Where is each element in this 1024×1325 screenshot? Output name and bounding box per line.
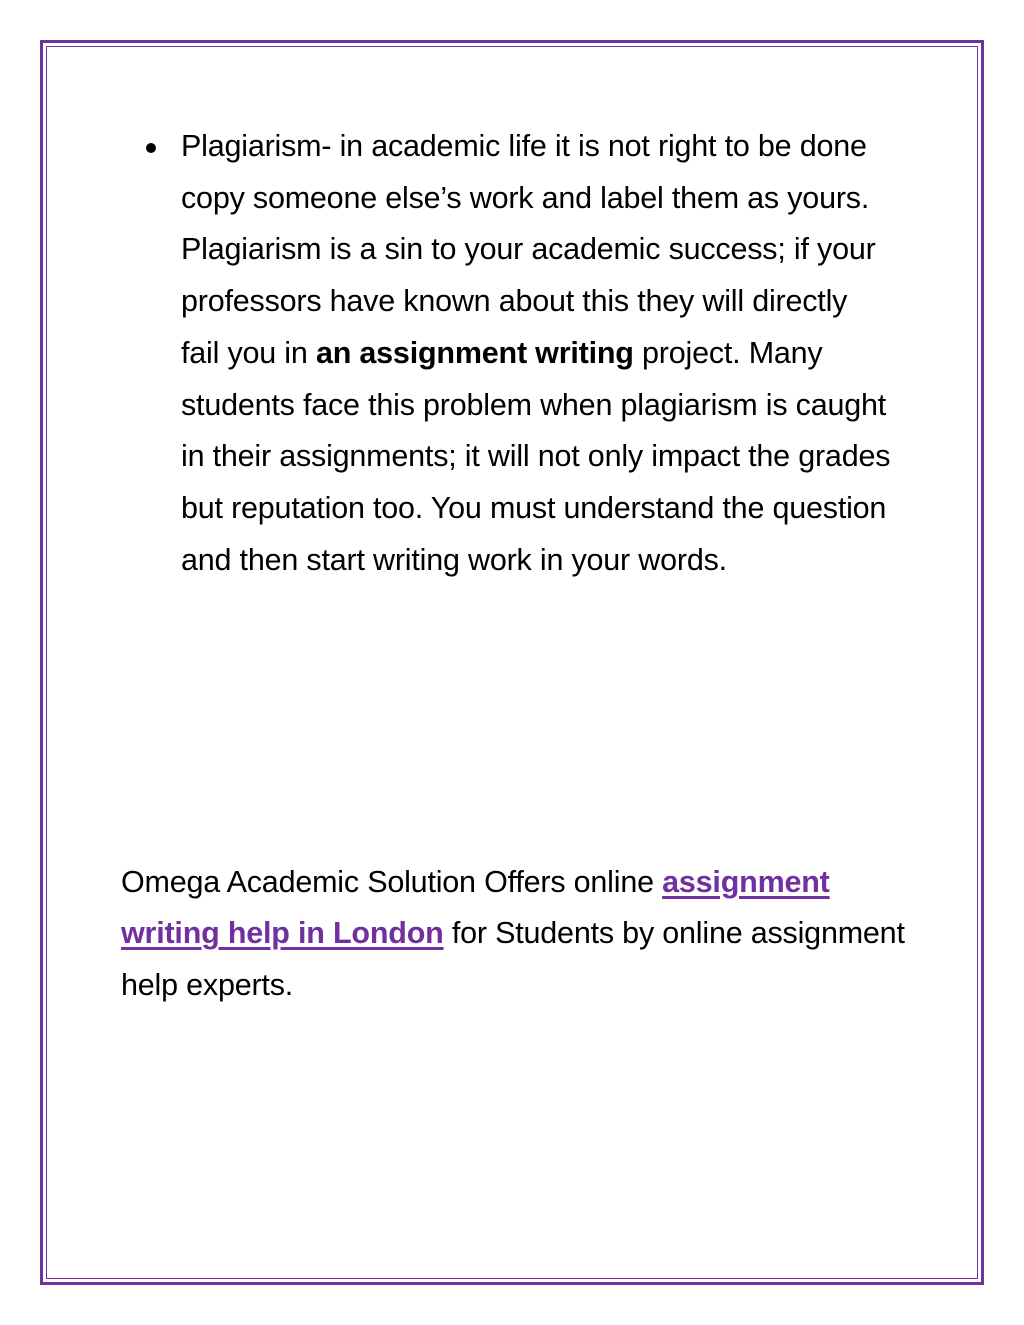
closing-text-before-link: Omega Academic Solution Offers online [121, 864, 663, 899]
assignment-help-link[interactable]: assignment writing help in London [121, 864, 830, 951]
bullet-text-after-bold: project. Many students face this problem when plagiarism is caught in their assignments; it will not only impact the grades but reputation too. You must understand the question and then start writing work in your words. [181, 335, 891, 577]
closing-text-after-link: for Students by online assignment help experts. [121, 916, 905, 1002]
bullet-text [181, 121, 891, 586]
bullet-bold-phrase: an assignment writing [315, 335, 634, 370]
bullet-text-before-bold: Plagiarism- in academic life it is not right to be done copy someone else’s work and label them as yours. Plagiarism is a sin to your academic success; if your professors have known about this they will directly fail you in [181, 129, 876, 370]
closing-paragraph [121, 857, 911, 1012]
bullet-dot-icon [146, 143, 156, 153]
